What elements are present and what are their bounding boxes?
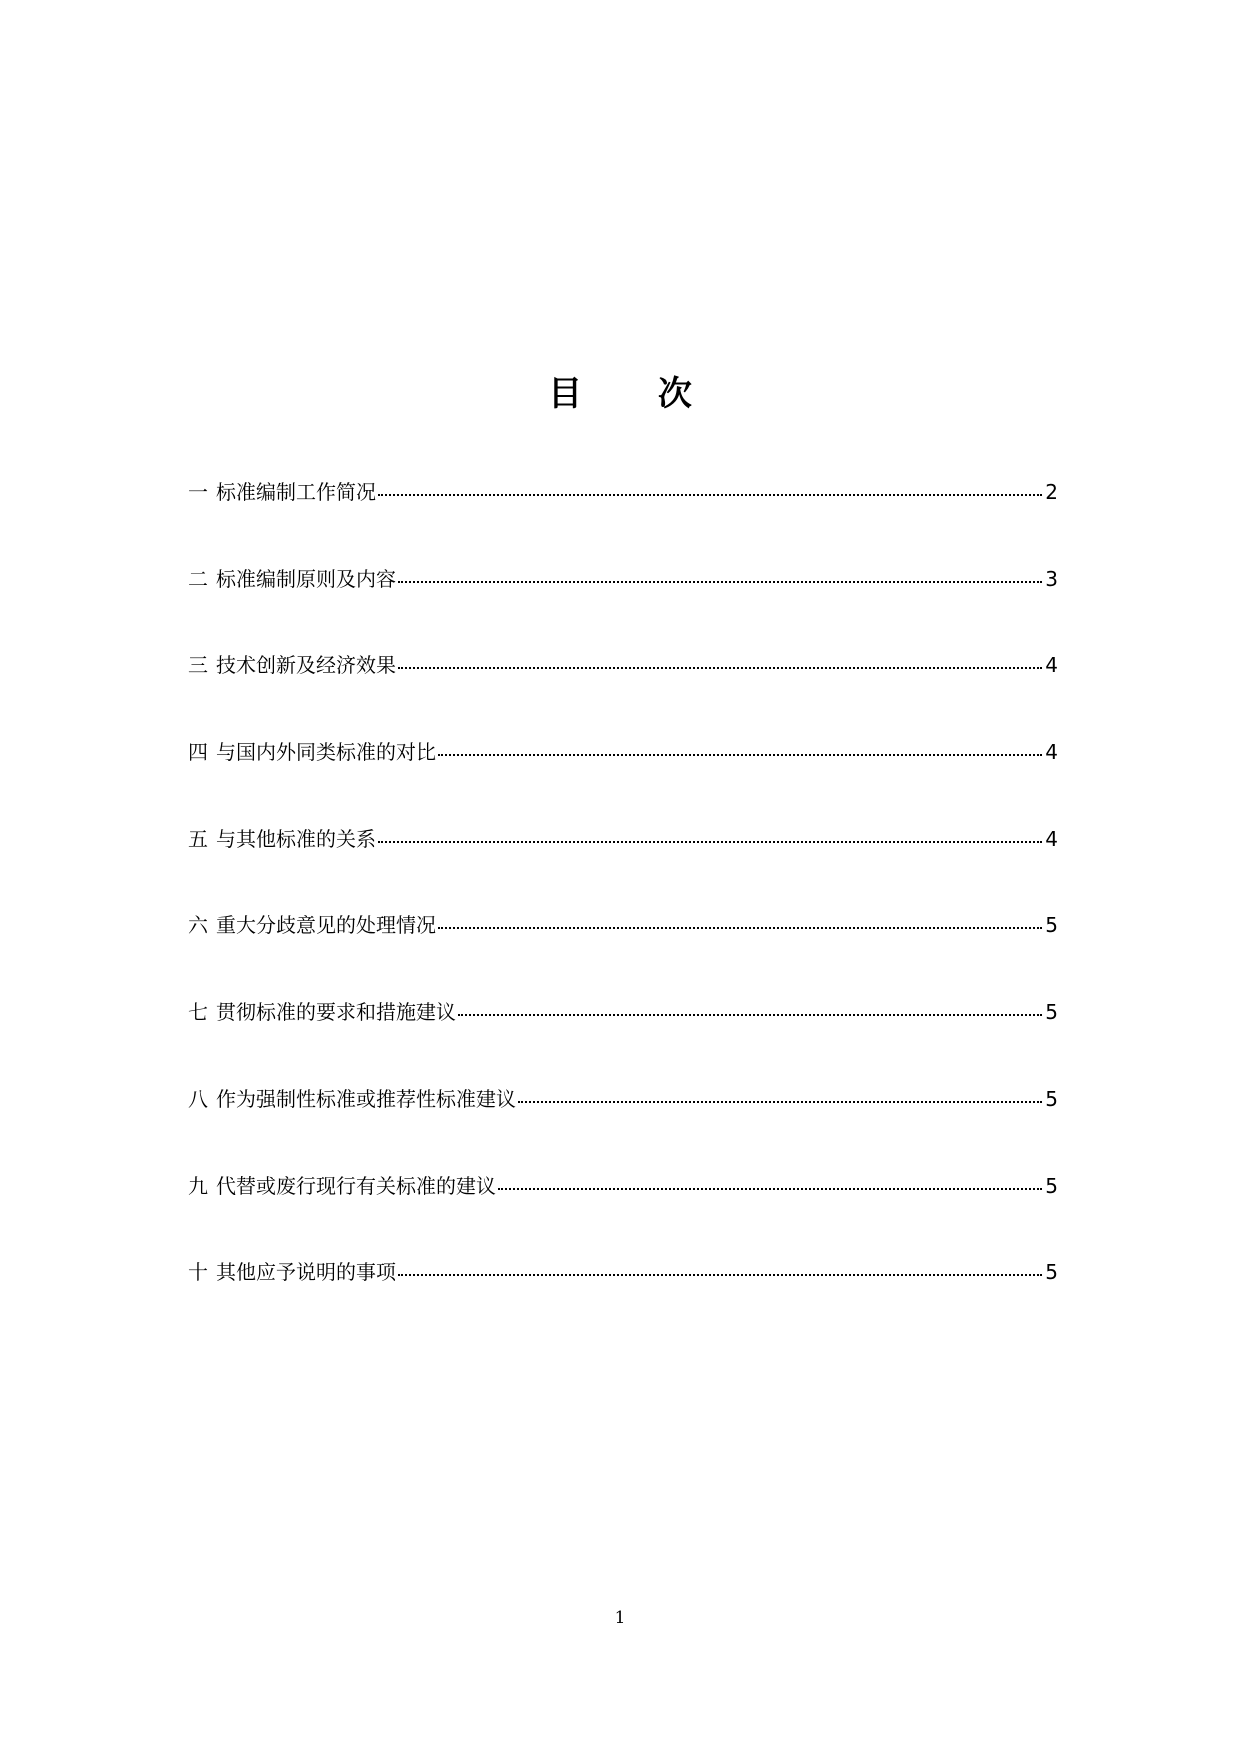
- toc-entry-title: 与其他标准的关系: [216, 826, 376, 851]
- toc-dot-leader: [438, 753, 1042, 756]
- toc-entry-page: 5: [1045, 1260, 1058, 1285]
- toc-entry-title: 与国内外同类标准的对比: [216, 740, 436, 765]
- page-number: 1: [614, 1608, 626, 1628]
- toc-entry-number: 七: [188, 1000, 208, 1025]
- toc-entry[interactable]: [188, 825, 1058, 912]
- toc-entry-page: 4: [1045, 740, 1058, 765]
- toc-entry-page: 5: [1045, 1000, 1058, 1025]
- toc-dot-leader: [458, 1013, 1042, 1016]
- toc-entry-page: 2: [1045, 480, 1058, 504]
- toc-entry-number: 八: [188, 1086, 208, 1111]
- toc-entry-page: 5: [1045, 1173, 1058, 1198]
- toc-entry-number: 五: [188, 826, 208, 851]
- toc-entry-title: 作为强制性标准或推荐性标准建议: [216, 1086, 516, 1111]
- toc-entry-number: 六: [188, 913, 208, 938]
- toc-entry[interactable]: [188, 1172, 1058, 1259]
- toc-entry-number: 十: [188, 1260, 208, 1285]
- toc-dot-leader: [398, 1273, 1042, 1276]
- toc-entry-title: 其他应予说明的事项: [216, 1260, 396, 1285]
- toc-entry-page: 5: [1045, 1086, 1058, 1111]
- toc-dot-leader: [498, 1187, 1042, 1190]
- toc-entry[interactable]: [188, 478, 1058, 565]
- toc-entry-number: 四: [188, 740, 208, 765]
- toc-entry[interactable]: [188, 1258, 1058, 1345]
- toc-entry-number: 一: [188, 480, 208, 504]
- toc-entry[interactable]: [188, 1085, 1058, 1172]
- toc-entry-title: 标准编制原则及内容: [216, 566, 396, 591]
- toc-entry-title: 代替或废行现行有关标准的建议: [216, 1173, 496, 1198]
- toc-entry-number: 二: [188, 566, 208, 591]
- toc-entry-page: 5: [1045, 913, 1058, 938]
- toc-entry-title: 贯彻标准的要求和措施建议: [216, 1000, 456, 1025]
- toc-entry-page: 4: [1045, 653, 1058, 678]
- toc-entry-number: 九: [188, 1173, 208, 1198]
- toc-entry[interactable]: [188, 651, 1058, 738]
- toc-entry[interactable]: [188, 738, 1058, 825]
- toc-dot-leader: [378, 493, 1042, 496]
- toc-dot-leader: [378, 840, 1042, 843]
- toc-dot-leader: [398, 580, 1042, 583]
- toc-entry-page: 3: [1045, 566, 1058, 591]
- toc-entry[interactable]: [188, 998, 1058, 1085]
- toc-entry[interactable]: [188, 911, 1058, 998]
- toc-dot-leader: [518, 1100, 1042, 1103]
- toc-entry-title: 技术创新及经济效果: [216, 653, 396, 678]
- toc-dot-leader: [398, 666, 1042, 669]
- toc-entry-title: 标准编制工作简况: [216, 480, 376, 504]
- toc-dot-leader: [438, 926, 1042, 929]
- toc-entry[interactable]: [188, 565, 1058, 652]
- toc-list: [188, 478, 1058, 1345]
- toc-title: 目 次: [548, 374, 724, 414]
- toc-entry-page: 4: [1045, 826, 1058, 851]
- toc-entry-title: 重大分歧意见的处理情况: [216, 913, 436, 938]
- toc-entry-number: 三: [188, 653, 208, 678]
